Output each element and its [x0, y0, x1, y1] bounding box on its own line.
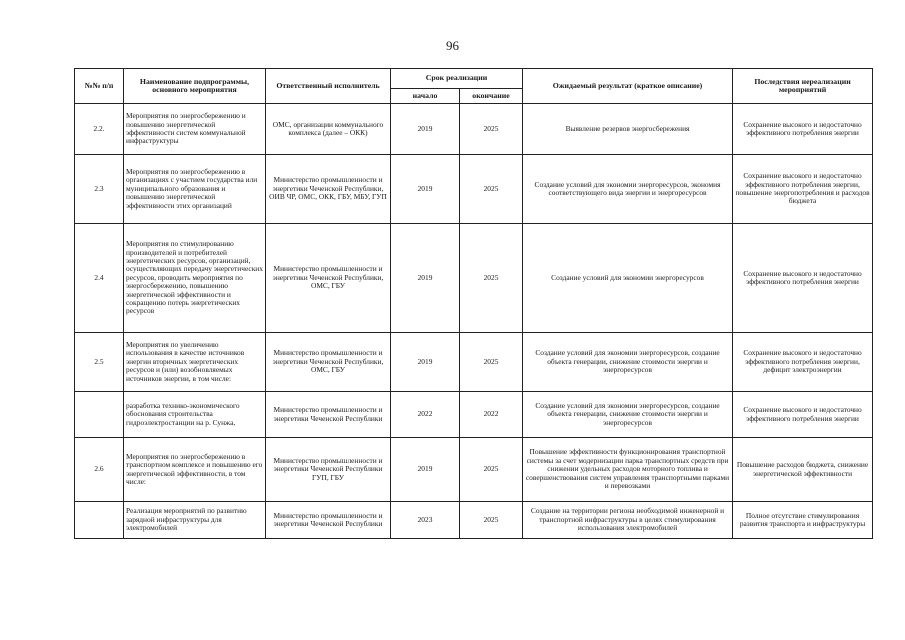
row-consequences: Сохранение высокого и недостаточно эффективного потребления энергии, дефицит электроэнергии: [733, 333, 873, 392]
row-end: 2025: [460, 104, 523, 155]
header-row: [75, 69, 873, 89]
row-result: Создание условий для экономии энергоресурсов, создание объекта генерации, снижение стоимости энергии и энергоресурсов: [523, 392, 733, 438]
table-row: [75, 438, 873, 502]
row-result: Создание условий для экономии энергоресурсов, создание объекта генерации, снижение стоимости энергии и энергоресурсов: [523, 333, 733, 392]
table-row: [75, 392, 873, 438]
row-executor: Министерство промышленности и энергетики Чеченской Республики ГУП, ГБУ: [266, 438, 391, 502]
header-consequences: Последствия нереализации мероприятий: [733, 69, 873, 104]
row-start: 2019: [391, 224, 460, 333]
measures-table: [74, 68, 873, 539]
table-row: [75, 155, 873, 224]
header-period: Срок реализации: [391, 69, 523, 89]
row-start: 2019: [391, 104, 460, 155]
row-start: 2019: [391, 333, 460, 392]
row-num: 2.5: [75, 333, 124, 392]
row-end: 2025: [460, 155, 523, 224]
table-row: [75, 333, 873, 392]
row-result: Создание условий для экономии энергоресурсов: [523, 224, 733, 333]
row-name: Мероприятия по энергосбережению в транспортном комплексе и повышению его энергетической эффективности, в том числе:: [124, 438, 266, 502]
row-num: 2.4: [75, 224, 124, 333]
row-name: Мероприятия по энергосбережению и повышению энергетической эффективности систем коммунальной инфраструктуры: [124, 104, 266, 155]
header-end: окончание: [460, 89, 523, 104]
row-start: 2019: [391, 438, 460, 502]
row-end: 2022: [460, 392, 523, 438]
table-row: [75, 502, 873, 539]
row-num: [75, 392, 124, 438]
row-name: Мероприятия по увеличению использования в качестве источников энергии вторичных энергетических ресурсов и (или) возобновляемых источников энергии, в том числе:: [124, 333, 266, 392]
row-name: Мероприятия по энергосбережению в организациях с участием государства или муниципального образования и повышению энергетической эффективности этих организаций: [124, 155, 266, 224]
page-number: 96: [446, 38, 459, 53]
row-start: 2022: [391, 392, 460, 438]
row-start: 2023: [391, 502, 460, 539]
header-name: Наименование подпрограммы, основного мероприятия: [124, 69, 266, 104]
header-num: №№ п/п: [75, 69, 124, 104]
row-consequences: Полное отсутствие стимулирования развития транспорта и инфраструктуры: [733, 502, 873, 539]
row-consequences: Сохранение высокого и недостаточно эффективного потребления энергии, повышение энергопотребления и расходов бюджета: [733, 155, 873, 224]
row-consequences: Повышение расходов бюджета, снижение энергетической эффективности: [733, 438, 873, 502]
table-row: [75, 104, 873, 155]
row-consequences: Сохранение высокого и недостаточно эффективного потребления энергии: [733, 392, 873, 438]
header-result: Ожидаемый результат (краткое описание): [523, 69, 733, 104]
row-executor: ОМС, организации коммунального комплекса (далее – ОКК): [266, 104, 391, 155]
row-result: Создание условий для экономии энергоресурсов, экономия соответствующего вида энергии и энергоресурсов: [523, 155, 733, 224]
row-num: 2.6: [75, 438, 124, 502]
row-executor: Министерство промышленности и энергетики Чеченской Республики, ОИВ ЧР, ОМС, ОКК, ГБУ, МБУ, ГУП: [266, 155, 391, 224]
row-end: 2025: [460, 438, 523, 502]
row-end: 2025: [460, 224, 523, 333]
row-consequences: Сохранение высокого и недостаточно эффективного потребления энергии: [733, 104, 873, 155]
row-name: Мероприятия по стимулированию производителей и потребителей энергетических ресурсов, организаций, осуществляющих передачу энергетических ресурсов, проводить мероприятия по энергосбережению, повышению энергетической эффективности и сокращению потерь энергетических ресурсов: [124, 224, 266, 333]
row-result: Повышение эффективности функционирования транспортной системы за счет модернизации парка транспортных средств при снижении удельных расходов моторного топлива и совершенствования систем управления транспортными парками и перевозками: [523, 438, 733, 502]
header-start: начало: [391, 89, 460, 104]
row-name: разработка технико-экономического обоснования строительства гидроэлектростанции на р. Сунжа,: [124, 392, 266, 438]
row-name: Реализация мероприятий по развитию зарядной инфраструктуры для электромобилей: [124, 502, 266, 539]
row-executor: Министерство промышленности и энергетики Чеченской Республики, ОМС, ГБУ: [266, 224, 391, 333]
row-end: 2025: [460, 333, 523, 392]
row-num: 2.3: [75, 155, 124, 224]
row-num: 2.2.: [75, 104, 124, 155]
row-consequences: Сохранение высокого и недостаточно эффективного потребления энергии: [733, 224, 873, 333]
row-end: 2025: [460, 502, 523, 539]
row-result: Выявление резервов энергосбережения: [523, 104, 733, 155]
row-result: Создание на территории региона необходимой инженерной и транспортной инфраструктуры в целях стимулирования использования электромобилей: [523, 502, 733, 539]
header-executor: Ответственный исполнитель: [266, 69, 391, 104]
row-executor: Министерство промышленности и энергетики Чеченской Республики: [266, 502, 391, 539]
row-executor: Министерство промышленности и энергетики Чеченской Республики, ОМС, ГБУ: [266, 333, 391, 392]
row-start: 2019: [391, 155, 460, 224]
table-row: [75, 224, 873, 333]
row-num: [75, 502, 124, 539]
row-executor: Министерство промышленности и энергетики Чеченской Республики: [266, 392, 391, 438]
